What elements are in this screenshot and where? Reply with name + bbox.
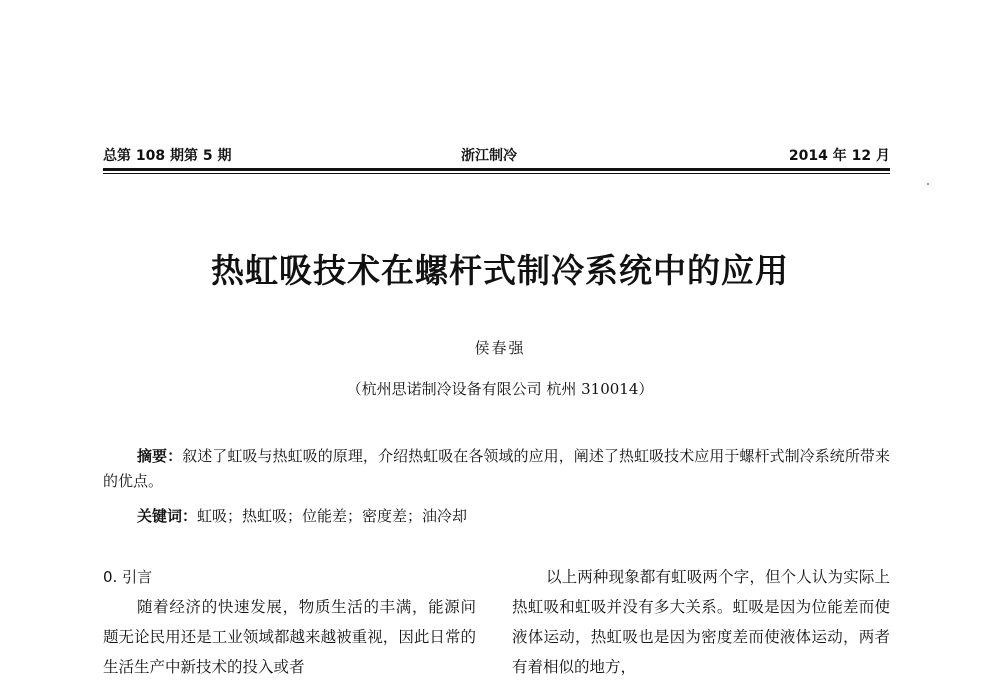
keywords-text: 虹吸；热虹吸；位能差；密度差；油冷却 — [197, 507, 468, 525]
header-rule-thick — [103, 168, 890, 171]
abstract — [103, 444, 890, 494]
left-column — [103, 562, 476, 682]
body-paragraph-left: 随着经济的快速发展，物质生活的丰满，能源问题无论民用还是工业领域都越来越被重视，因此日常的生活生产中新技术的投入或者 — [103, 598, 476, 676]
right-column — [512, 562, 890, 682]
section-heading-introduction: 0. 引言 — [103, 568, 153, 586]
keywords-label: 关键词： — [137, 507, 198, 525]
author-affiliation: （杭州思诺制冷设备有限公司 杭州 310014） — [346, 380, 654, 398]
scan-speck — [927, 183, 929, 185]
abstract-text: 叙述了虹吸与热虹吸的原理，介绍热虹吸在各领域的应用，阐述了热虹吸技术应用于螺杆式制冷系统所带来的优点。 — [103, 447, 890, 490]
publication-date: 2014 年 12 月 — [788, 148, 890, 164]
issue-number: 总第 108 期第 5 期 — [103, 148, 232, 164]
header-rule-thin — [103, 173, 890, 174]
running-header — [103, 146, 890, 166]
article-title: 热虹吸技术在螺杆式制冷系统中的应用 — [211, 251, 789, 290]
journal-name: 浙江制冷 — [461, 148, 517, 164]
abstract-paragraph — [103, 444, 890, 494]
author-name: 侯春强 — [474, 339, 526, 357]
keywords — [137, 504, 890, 529]
abstract-label: 摘要： — [137, 447, 183, 465]
body-paragraph-right: 以上两种现象都有虹吸两个字，但个人认为实际上热虹吸和虹吸并没有多大关系。虹吸是因为位能差而使液体运动，热虹吸也是因为密度差而使液体运动，两者有着相似的地方， — [512, 568, 890, 676]
